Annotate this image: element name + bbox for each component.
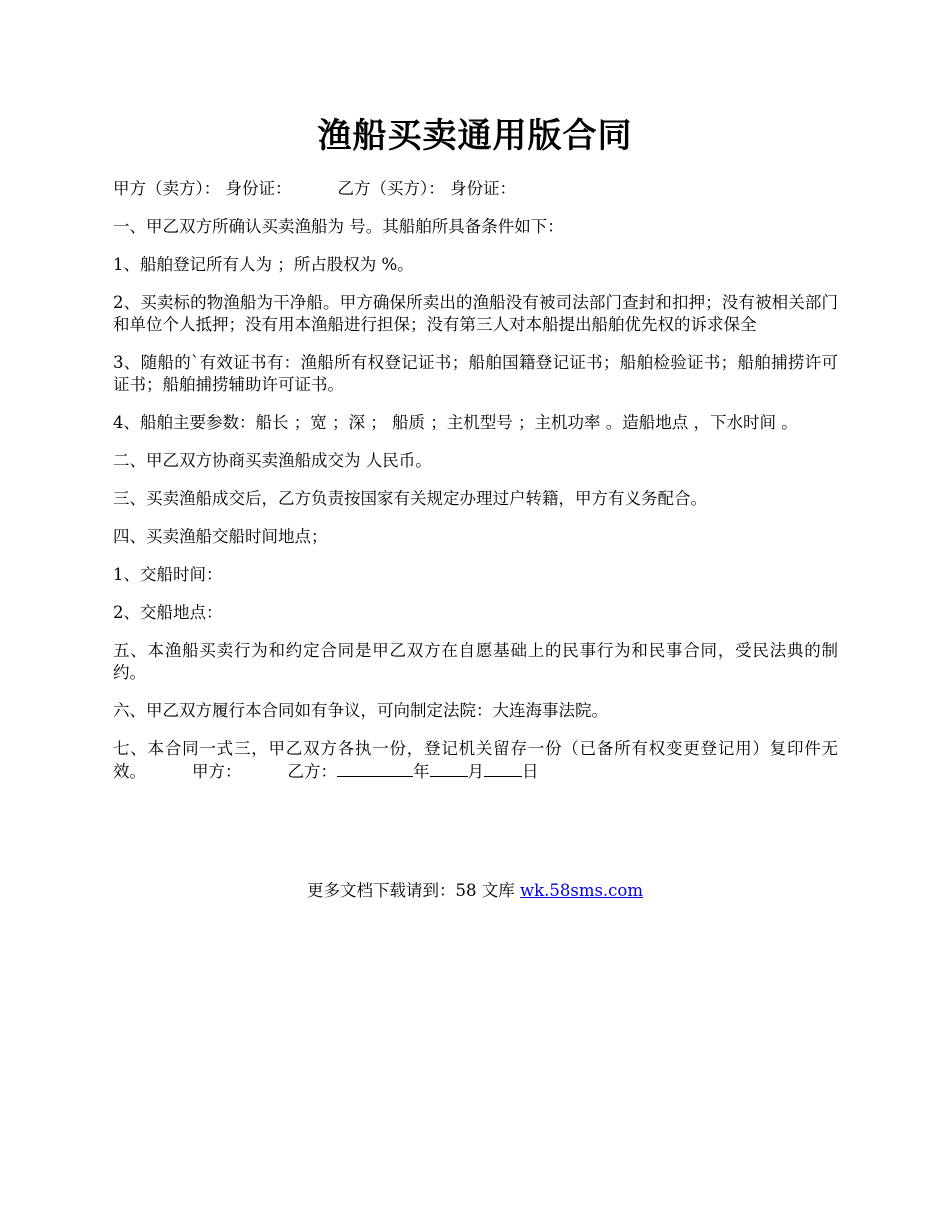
clause-5: 五、本渔船买卖行为和约定合同是甲乙双方在自愿基础上的民事行为和民事合同，受民法典的制约。 xyxy=(113,641,838,682)
clause-3: 三、买卖渔船成交后，乙方负责按国家有关规定办理过户转籍，甲方有义务配合。 xyxy=(113,489,707,508)
clause-1-4: 4、船舶主要参数：船长 ；宽 ；深 ； 船质 ；主机型号 ；主机功率 。造船地点 ，下水时间 。 xyxy=(113,413,798,432)
clause-1-1: 1、船舶登记所有人为 ；所占股权为 %。 xyxy=(113,255,414,274)
year-blank xyxy=(337,760,413,777)
clause-4: 四、买卖渔船交船时间地点； xyxy=(113,527,328,546)
clause-7 xyxy=(113,738,838,783)
clause-4-2: 2、交船地点： xyxy=(113,603,223,622)
party-a-label: 甲方（卖方）： 身份证： xyxy=(113,179,292,198)
party-b-signature-label: 乙方： xyxy=(287,762,337,781)
clause-4-1: 1、交船时间： xyxy=(113,565,223,584)
day-blank xyxy=(484,760,522,777)
year-label: 年 xyxy=(413,762,430,781)
download-footer xyxy=(0,880,950,902)
month-label: 月 xyxy=(467,762,484,781)
party-a-signature-label: 甲方： xyxy=(192,762,242,781)
clause-6: 六、甲乙双方履行本合同如有争议，可向制定法院：大连海事法院。 xyxy=(113,701,608,720)
day-label: 日 xyxy=(522,762,539,781)
party-b-label: 乙方（买方）： 身份证： xyxy=(337,179,516,198)
clause-7-text: 七、本合同一式三，甲乙双方各执一份，登记机关留存一份（已备所有权变更登记用）复印件无效。 xyxy=(113,739,838,781)
clause-1-2: 2、买卖标的物渔船为干净船。甲方确保所卖出的渔船没有被司法部门查封和扣押；没有被相关部门和单位个人抵押；没有用本渔船进行担保；没有第三人对本船提出船舶优先权的诉求保全 xyxy=(113,293,838,334)
document-title: 渔船买卖通用版合同 xyxy=(317,116,633,156)
clause-2: 二、甲乙双方协商买卖渔船成交为 人民币。 xyxy=(113,451,432,470)
footer-link[interactable]: wk.58sms.com xyxy=(519,881,643,900)
clause-1: 一、甲乙双方所确认买卖渔船为 号。其船舶所具备条件如下： xyxy=(113,217,564,236)
document-body xyxy=(113,178,838,799)
footer-text: 更多文档下载请到：58 文库 xyxy=(306,881,520,900)
parties-line xyxy=(113,178,838,200)
month-blank xyxy=(430,760,468,777)
clause-1-3: 3、随船的`有效证书有：渔船所有权登记证书；船舶国籍登记证书；船舶检验证书；船舶捕捞许可证书；船舶捕捞辅助许可证书。 xyxy=(113,353,838,394)
